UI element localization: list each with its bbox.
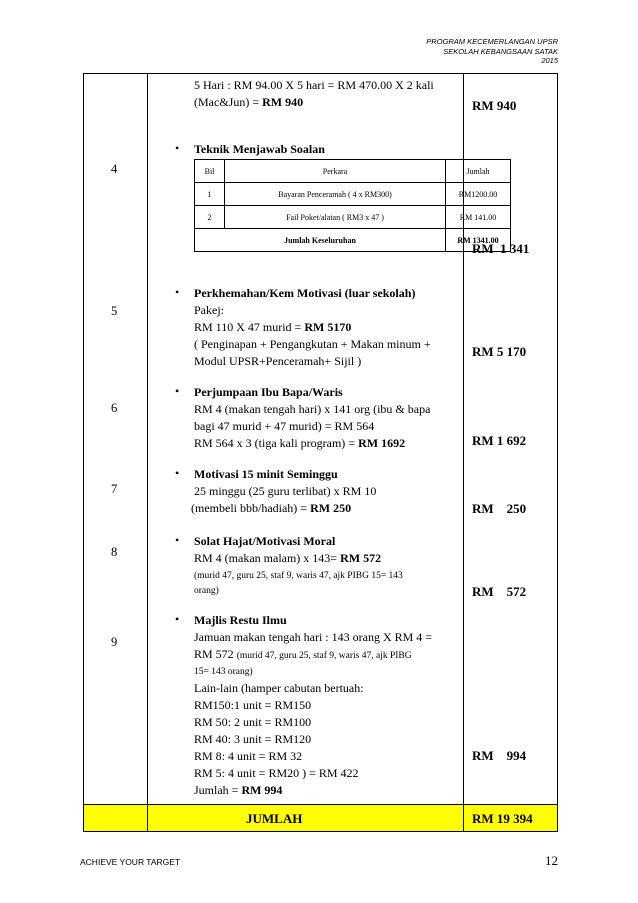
table-total-label: Jumlah Keseluruhan [195,229,446,252]
row-amount: RM 250 [472,501,527,516]
header-program: PROGRAM KECEMERLANGAN UPSR [426,37,558,46]
table-cell: 2 [195,206,225,229]
row-text: RM 4 (makan malam) x 143= RM 572 [194,551,382,565]
inner-cost-table [194,159,511,252]
row-number: 4 [111,162,118,176]
row-number: 7 [111,482,118,496]
total-value: RM 19 394 [472,811,533,826]
table-cell: Fail Poket/alatan ( RM3 x 47 ) [225,206,446,229]
row-text: RM 110 X 47 murid = RM 5170 [194,320,352,334]
header-school: SEKOLAH KEBANGSAAN SATAK [443,46,558,56]
column-divider [463,805,464,831]
item-title: Perkhemahan/Kem Motivasi (luar sekolah) [194,286,416,300]
page-header [426,37,558,66]
row-text: RM 572 (murid 47, guru 25, staf 9, waris 47, ajk PIBG [194,647,412,661]
bullet-icon: • [175,141,180,155]
row-text: orang) [194,586,219,596]
column-divider [147,805,148,831]
table-row [195,206,511,229]
row-text: ( Penginapan + Pengangkutan + Makan minum + [194,337,431,351]
table-row [195,160,511,183]
row-text: RM 50: 2 unit = RM100 [194,715,312,729]
row-number: 8 [111,545,118,559]
table-cell: RM 141.00 [446,206,511,229]
row-text: RM 8: 4 unit = RM 32 [194,749,303,763]
row-amount: RM 572 [472,584,527,599]
bullet-icon: • [175,533,180,547]
table-cell: 1 [195,183,225,206]
item-title: Motivasi 15 minit Seminggu [194,467,338,481]
row-text: bagi 47 murid + 47 murid) = RM 564 [194,419,375,433]
table-header: Bil [195,160,225,183]
row-text: 5 Hari : RM 94.00 X 5 hari = RM 470.00 X 2 kali [194,78,434,92]
row-text: (murid 47, guru 25, staf 9, waris 47, ajk PIBG 15= 143 [194,571,403,581]
row-text: 25 minggu (25 guru terlibat) x RM 10 [194,484,377,498]
row-number: 6 [111,401,118,415]
footer-slogan: ACHIEVE YOUR TARGET [80,857,181,867]
item-title: Majlis Restu Ilmu [194,613,287,627]
bullet-icon: • [175,285,180,299]
item-title: Solat Hajat/Motivasi Moral [194,534,336,548]
total-label: JUMLAH [246,811,303,826]
row-number: 5 [111,304,118,318]
table-row [195,229,511,252]
row-amount: RM 994 [472,748,527,763]
table-header: Perkara [225,160,446,183]
row-text: Modul UPSR+Penceramah+ Sijil ) [194,354,362,368]
row-text: RM 5: 4 unit = RM20 ) = RM 422 [194,766,359,780]
row-text: (Mac&Jun) = RM 940 [194,95,304,109]
table-cell: Bayaran Penceramah ( 4 x RM300) [225,183,446,206]
row-text: RM 4 (makan tengah hari) x 141 org (ibu & bapa [194,402,431,416]
item-title: Perjumpaan Ibu Bapa/Waris [194,385,343,399]
table-cell: RM1200.00 [446,183,511,206]
row-number: 9 [111,635,118,649]
row-text: 15= 143 orang) [194,667,253,677]
row-text: (membeli bbb/hadiah) = RM 250 [191,501,352,515]
row-text: Jamuan makan tengah hari : 143 orang X RM 4 = [194,630,433,644]
row-text: RM 40: 3 unit = RM120 [194,732,312,746]
total-row [84,804,557,831]
bullet-icon: • [175,384,180,398]
table-header: Jumlah [446,160,511,183]
item-title: Teknik Menjawab Soalan [194,142,325,156]
page-number: 12 [545,853,558,868]
row-text: Jumlah = RM 994 [194,783,283,797]
header-year: 2015 [541,56,558,65]
row-amount: RM 1 341 [472,241,530,256]
row-amount: RM 1 692 [472,433,527,448]
row-amount: RM 940 [472,98,517,113]
row-text: Lain-lain (hamper cabutan bertuah: [194,681,364,695]
row-text: Pakej: [194,303,224,317]
bullet-icon: • [175,612,180,626]
row-text: RM 564 x 3 (tiga kali program) = RM 1692 [194,436,406,450]
row-text: RM150:1 unit = RM150 [194,698,312,712]
row-amount: RM 5 170 [472,344,527,359]
column-divider [147,74,148,831]
table-total-value: RM 1341.00 [446,229,511,252]
budget-table [83,73,558,832]
table-row [195,183,511,206]
bullet-icon: • [175,466,180,480]
